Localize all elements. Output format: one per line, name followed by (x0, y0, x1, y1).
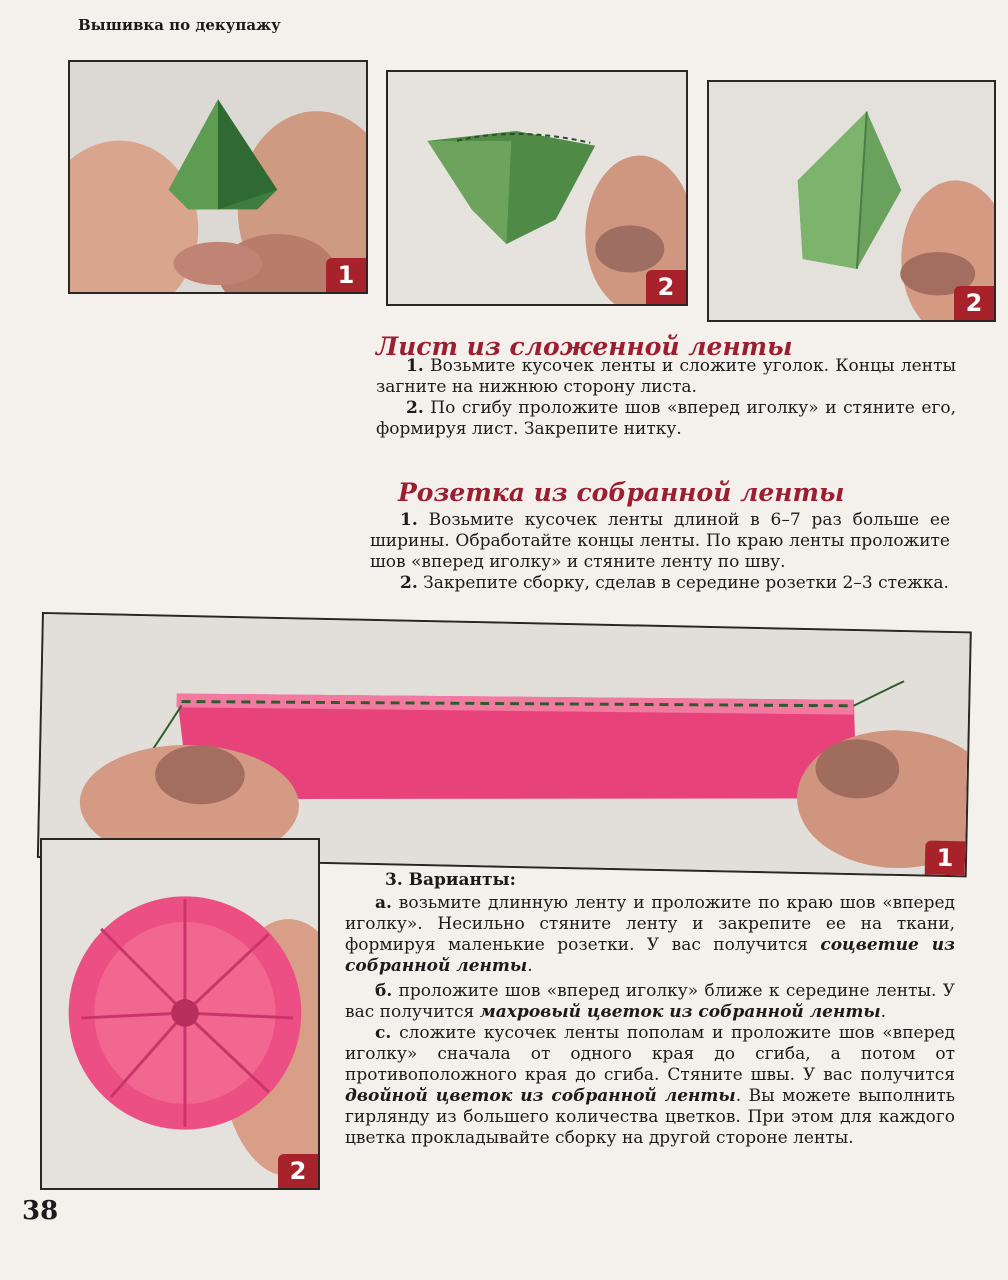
leaf-section-text (376, 356, 956, 440)
step-number: 2. (406, 398, 424, 418)
rosette-section-text (370, 510, 950, 594)
rosette-step-2-text: Закрепите сборку, сделав в середине розетки 2–3 стежка. (423, 573, 949, 593)
photo-leaf-step-1 (68, 60, 368, 294)
step-badge: 1 (925, 841, 966, 876)
step-badge: 2 (278, 1154, 318, 1188)
running-header: Вышивка по декупажу (78, 16, 281, 34)
page-number: 38 (22, 1196, 59, 1226)
photo-rosette (40, 838, 320, 1190)
variant-a-text: возьмите длинную ленту и проложите по краю шов «вперед иголку». Несильно стяните ленту и закрепите ее на ткани, формируя маленькие розетки. У вас получится (345, 893, 955, 955)
leaf-seam-illustration (388, 72, 686, 304)
variant-label: б. (375, 981, 393, 1001)
step-number: 1. (406, 356, 424, 376)
rosette-section-title: Розетка из собранной ленты (398, 478, 845, 507)
leaf-step-2-text: По сгибу проложите шов «вперед иголку» и стяните его, формируя лист. Закрепите нитку. (376, 398, 956, 439)
variants-heading: 3. Варианты: (385, 870, 516, 890)
variant-a-highlight: соцветие из собранной ленты (345, 935, 955, 976)
variants-text (345, 870, 955, 1149)
variant-label: а. (375, 893, 392, 913)
leaf-section-title: Лист из сложенной ленты (376, 332, 793, 361)
variant-b-highlight: махровый цветок из собранной ленты (479, 1002, 881, 1022)
variant-c-end: . Вы можете выполнить гирлянду из большего количества цветков. При этом для каждого цветка прокладывайте сборку на другой стороне ленты. (345, 1086, 955, 1148)
variant-c-highlight: двойной цветок из собранной ленты (345, 1086, 736, 1106)
leaf-step-1-text: Возьмите кусочек ленты и сложите уголок. Концы ленты загните на нижнюю сторону листа. (376, 356, 957, 397)
ribbon-illustration (39, 614, 970, 875)
variant-label: с. (375, 1023, 392, 1043)
photo-leaf-step-2a (386, 70, 688, 306)
variant-b-end: . (880, 1002, 887, 1022)
variant-a-end: . (527, 956, 533, 976)
rosette-illustration (42, 840, 318, 1188)
leaf-fold-illustration (70, 62, 366, 292)
step-badge: 2 (954, 286, 994, 320)
variant-b-text: проложите шов «вперед иголку» ближе к середине ленты. У вас получится (345, 981, 956, 1022)
rosette-step-1-text: Возьмите кусочек ленты длиной в 6–7 раз больше ее ширины. Обработайте концы ленты. По краю ленты проложите шов «вперед иголку» и стяните ленту по шву. (370, 510, 951, 572)
leaf-finished-illustration (709, 82, 994, 320)
step-badge: 2 (646, 270, 686, 304)
variant-c-text: сложите кусочек ленты пополам и проложите шов «вперед иголку» сначала от одного края до сгиба, а потом от противоположного края до сгиба. Стяните швы. У вас получится (345, 1023, 955, 1085)
step-badge: 1 (326, 258, 366, 292)
step-number: 1. (400, 510, 418, 530)
photo-leaf-step-2b (707, 80, 996, 322)
step-number: 2. (400, 573, 418, 593)
